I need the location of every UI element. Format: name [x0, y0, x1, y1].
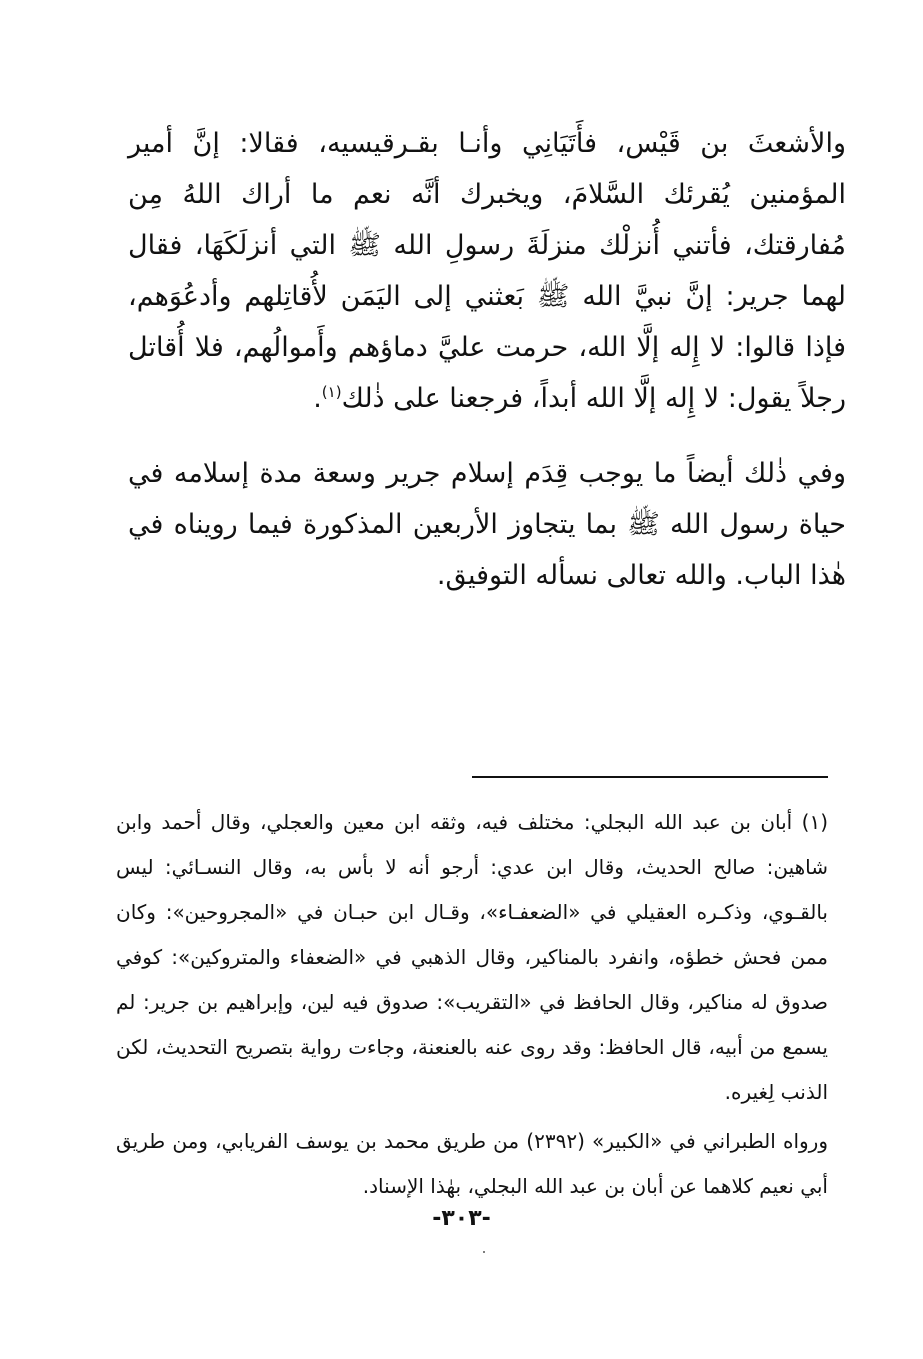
main-text	[128, 118, 846, 601]
footnote-reference[interactable]: (١)	[321, 383, 342, 401]
scan-speck	[483, 1251, 485, 1253]
main-paragraph-1-end: .	[313, 383, 322, 414]
footnote-separator	[472, 776, 828, 778]
main-paragraph-1	[128, 118, 846, 424]
footnote-1: (١) أبان بن عبد الله البجلي: مختلف فيه، وثقه ابن معين والعجلي، وقال أحمد وابن شاهين: صالح الحديث، وقال ابن عدي: أرجو أنه لا بأس به، وقال النسـائي: ليس بالقـوي، وذكـره العقيلي في «الضعفـاء»، وقـال ابن حبـان في «المجروحين»: وكان ممن فحش خطؤه، وانفرد بالمناكير، وقال الذهبي في «الضعفاء والمتروكين»: كوفي صدوق له مناكير، وقال الحافظ في «التقريب»: صدوق فيه لين، وإبراهيم بن جرير: لم يسمع من أبيه، قال الحافظ: وقد روى عنه بالعنعنة، وجاءت رواية بتصريح التحديث، لكن الذنب لِغيره.	[116, 810, 828, 1104]
main-paragraph-1-text: والأشعثَ بن قَيْس، فأَتَيَانِي وأنـا بقـرقيسيه، فقالا: إنَّ أمير المؤمنين يُقرئك السَّلامَ، ويخبرك أنَّه نعم ما أراك اللهُ مِن مُفارقتك، فأتني أُنزلْك منزلَةَ رسولِ الله ﷺ التي أنزلَكَهَا، فقال لهما جرير: إنَّ نبيَّ الله ﷺ بَعثني إلى اليَمَن لأُقاتِلهم وأدعُوَهم، فإذا قالوا: لا إِله إلَّا الله، حرمت عليَّ دماؤهم وأَموالُهم، فلا أُقاتل رجلاً يقول: لا إِله إلَّا الله أبداً، فرجعنا على ذٰلك	[128, 128, 846, 414]
footnotes	[116, 800, 828, 1209]
page-number: -٣٠٣-	[432, 1206, 491, 1231]
main-paragraph-2: وفي ذٰلك أيضاً ما يوجب قِدَم إسلام جرير وسعة مدة إسلامه في حياة رسول الله ﷺ بما يتجاوز الأربعين المذكورة فيما رويناه في هٰذا الباب. والله تعالى نسأله التوفيق.	[128, 458, 846, 591]
footnote-1-continuation: ورواه الطبراني في «الكبير» (٢٣٩٢) من طريق محمد بن يوسف الفريابي، ومن طريق أبي نعيم كلاهما عن أبان بن عبد الله البجلي، بهٰذا الإسناد.	[116, 1129, 828, 1198]
